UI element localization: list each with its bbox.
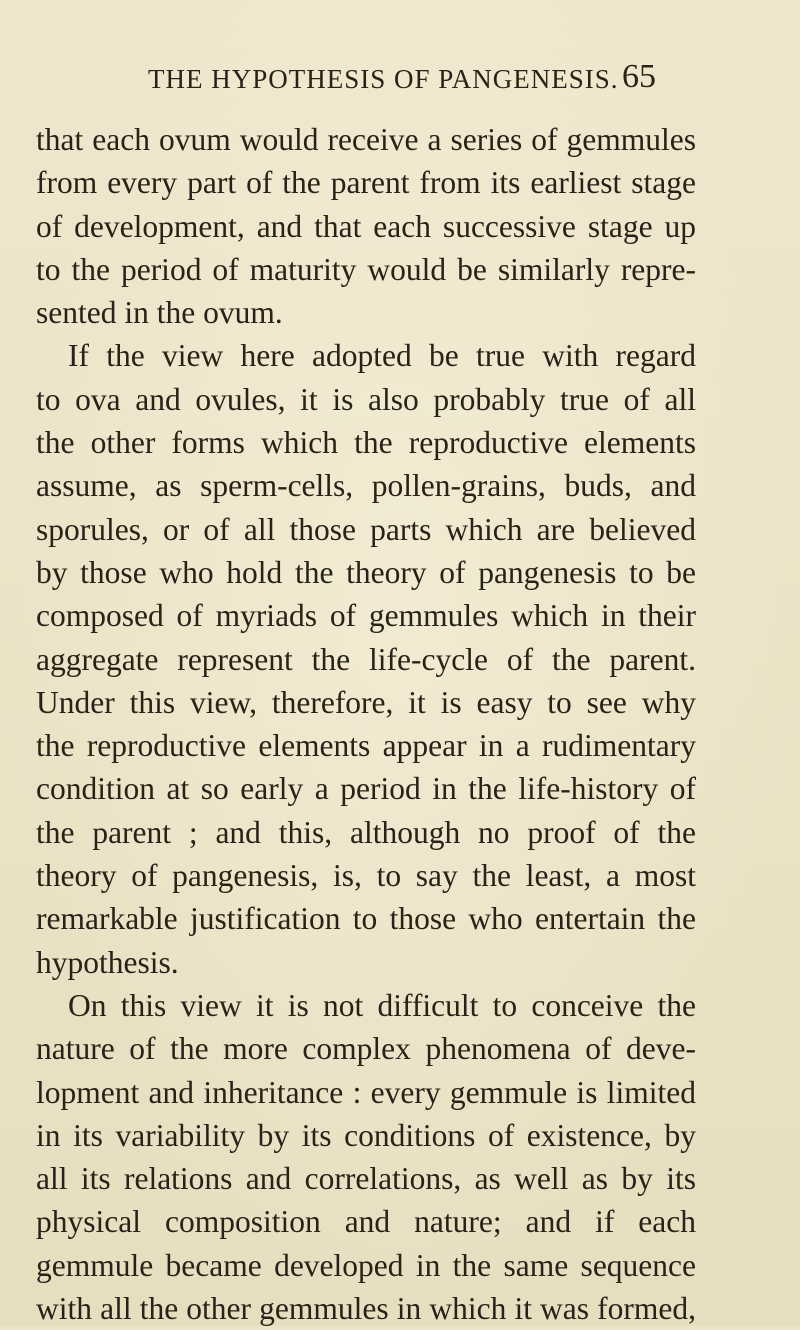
text-line: condition at so early a period in the life-history of [36,771,696,807]
paragraph-start-line: If the view here adopted be true with regard [68,338,696,374]
body-text [36,118,696,1330]
page-number: 65 [622,58,656,95]
text-line: theory of pangenesis, is, to say the least, a most [36,858,696,894]
text-line: from every part of the parent from its earliest stage [36,165,696,201]
text-line: Under this view, therefore, it is easy to see why [36,684,696,720]
text-line: the parent ; and this, although no proof of the [36,814,696,850]
text-line: the other forms which the reproductive elements [36,425,696,461]
text-line: sporules, or of all those parts which are believed [36,511,696,547]
running-head: THE HYPOTHESIS OF PANGENESIS. [148,64,619,94]
text-line: by those who hold the theory of pangenesis to be [36,554,696,590]
text-line: remarkable justification to those who entertain the [36,901,696,937]
text-line: of development, and that each successive stage up [36,208,696,244]
text-line: with all the other gemmules in which it was formed, [36,1291,696,1327]
paragraph-start-line: On this view it is not difficult to conceive the [68,987,696,1023]
text-line: assume, as sperm-cells, pollen-grains, buds, and [36,468,696,504]
text-line: that each ovum would receive a series of gemmules [36,122,696,157]
text-line: physical composition and nature; and if each [36,1204,696,1240]
text-line: to ova and ovules, it is also probably true of all [36,381,696,417]
text-line: lopment and inheritance : every gemmule is limited [36,1074,696,1110]
text-line: in its variability by its conditions of existence, by [36,1117,696,1153]
text-line: all its relations and correlations, as well as by its [36,1161,696,1197]
text-line: aggregate represent the life-cycle of the parent. [36,641,696,677]
text-line: to the period of maturity would be similarly repre- [36,251,696,287]
text-line: sented in the ovum. [36,295,283,331]
text-line: nature of the more complex phenomena of deve- [36,1031,696,1067]
text-line: hypothesis. [36,944,179,980]
text-line: the reproductive elements appear in a rudimentary [36,728,696,764]
text-line: gemmule became developed in the same sequence [36,1247,696,1283]
text-line: composed of myriads of gemmules which in their [36,598,696,634]
